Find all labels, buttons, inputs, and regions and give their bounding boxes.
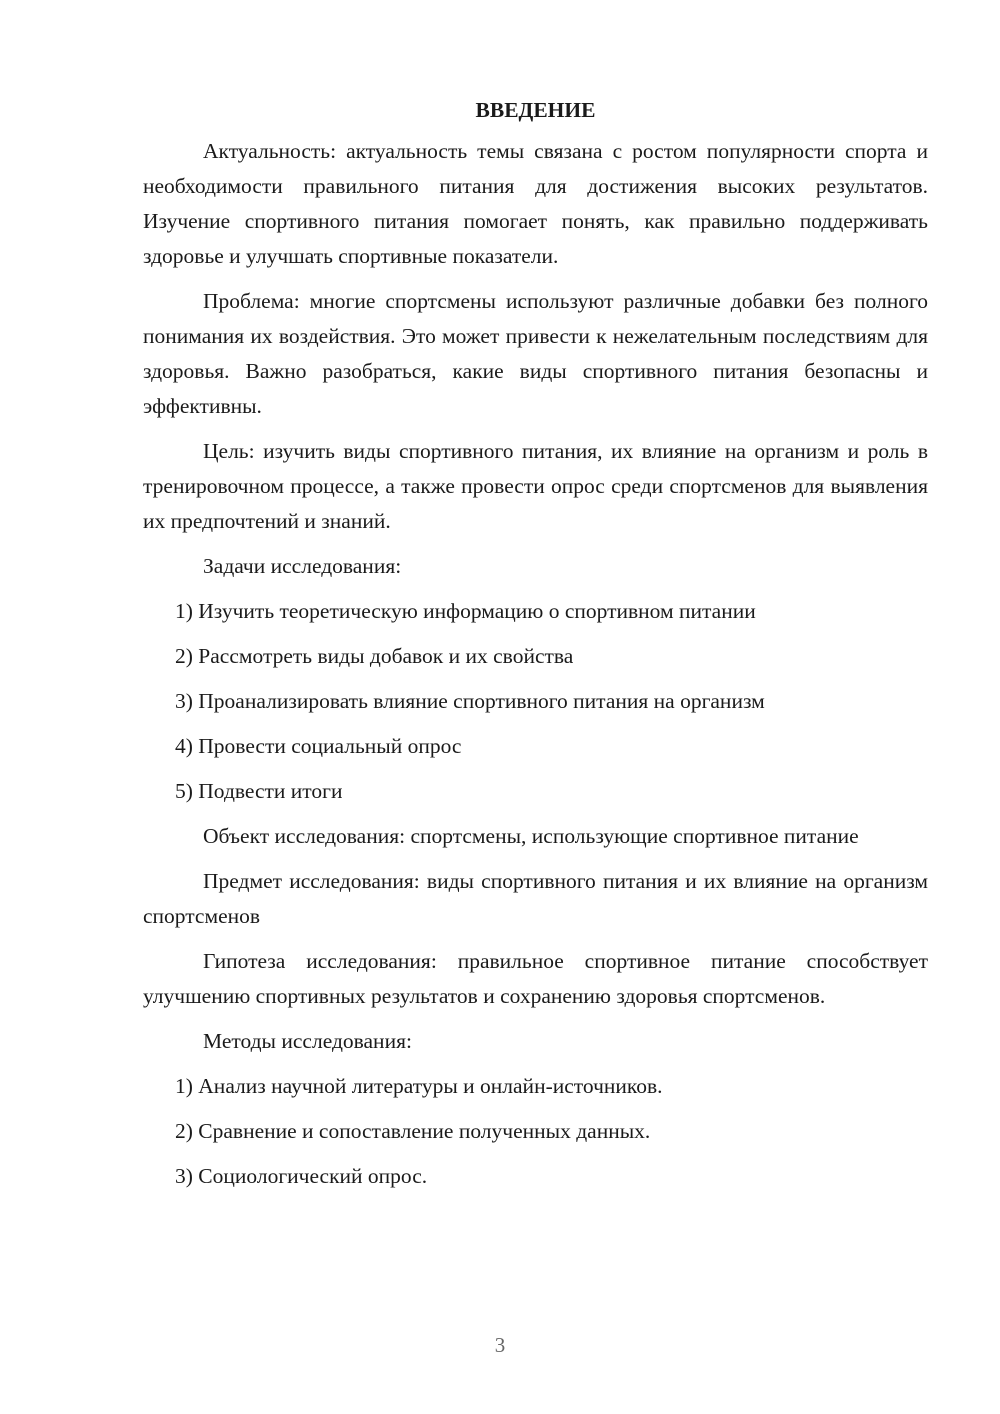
document-page <box>143 92 928 1204</box>
method-item: 2) Сравнение и сопоставление полученных данных. <box>175 1119 651 1143</box>
object-paragraph: Объект исследования: спортсмены, использующие спортивное питание <box>203 824 859 848</box>
task-item: 2) Рассмотреть виды добавок и их свойства <box>175 644 574 668</box>
subject-paragraph: Предмет исследования: виды спортивного питания и их влияние на организм спортсменов <box>143 869 928 928</box>
hypothesis-paragraph: Гипотеза исследования: правильное спортивное питание способствует улучшению спортивных результатов и сохранению здоровья спортсменов. <box>143 949 928 1008</box>
page-number: 3 <box>494 1333 506 1357</box>
task-item: 3) Проанализировать влияние спортивного питания на организм <box>175 689 765 713</box>
problem-paragraph: Проблема: многие спортсмены используют различные добавки без полного понимания их воздействия. Это может привести к нежелательным последствиям для здоровья. Важно разобраться, какие виды спортивного питания безопасны и эффективны. <box>143 289 928 418</box>
method-item: 1) Анализ научной литературы и онлайн-источников. <box>175 1074 663 1098</box>
task-item: 4) Провести социальный опрос <box>175 734 462 758</box>
method-item: 3) Социологический опрос. <box>175 1164 428 1188</box>
goal-paragraph: Цель: изучить виды спортивного питания, их влияние на организм и роль в тренировочном процессе, а также провести опрос среди спортсменов для выявления их предпочтений и знаний. <box>143 439 928 533</box>
relevance-paragraph: Актуальность: актуальность темы связана с ростом популярности спорта и необходимости правильного питания для достижения высоких результатов. Изучение спортивного питания помогает понять, как правильно поддерживать здоровье и улучшать спортивные показатели. <box>143 139 928 268</box>
methods-heading: Методы исследования: <box>203 1029 412 1053</box>
task-item: 5) Подвести итоги <box>175 779 343 803</box>
tasks-heading: Задачи исследования: <box>203 554 402 578</box>
task-item: 1) Изучить теоретическую информацию о спортивном питании <box>175 599 756 623</box>
page-title: ВВЕДЕНИЕ <box>475 98 596 122</box>
